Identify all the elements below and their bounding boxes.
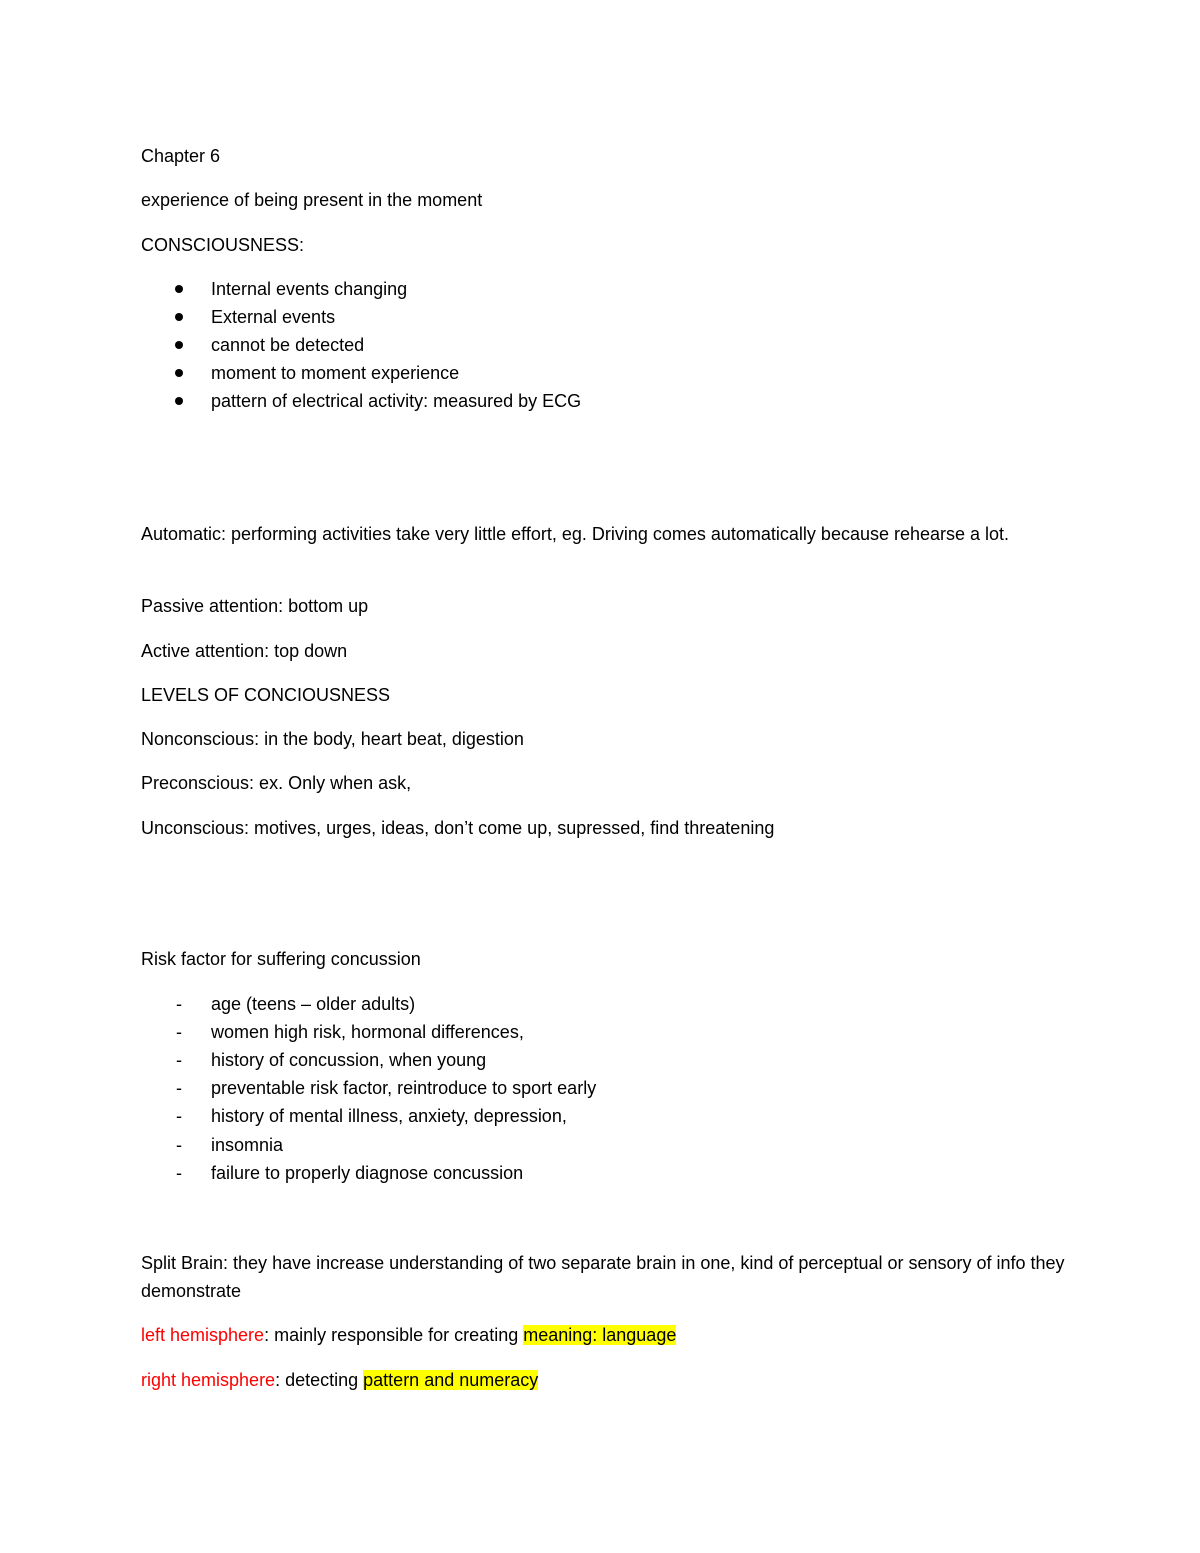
- right-hemisphere-label: right hemisphere: [141, 1370, 276, 1390]
- list-item: [0, 387, 1200, 415]
- right-hemisphere-highlight: pattern and numeracy: [363, 1370, 539, 1390]
- list-item-text: pattern of electrical activity: measured by ECG: [211, 391, 582, 411]
- preconscious-line: Preconscious: ex. Only when ask,: [141, 773, 412, 793]
- bullet-icon: [175, 397, 183, 405]
- dash-marker: -: [176, 1163, 182, 1183]
- dash-marker: -: [176, 1022, 182, 1042]
- list-item-text: cannot be detected: [211, 335, 365, 355]
- list-item-text: failure to properly diagnose concussion: [211, 1163, 524, 1183]
- nonconscious-line: Nonconscious: in the body, heart beat, digestion: [141, 729, 524, 749]
- list-item: [0, 1102, 1200, 1130]
- list-item: [0, 331, 1200, 359]
- passive-attention-line: Passive attention: bottom up: [141, 596, 369, 616]
- list-item: [0, 1046, 1200, 1074]
- list-item-text: External events: [211, 307, 336, 327]
- right-hemisphere-colon: :: [275, 1370, 281, 1390]
- left-hemisphere-colon: :: [264, 1325, 270, 1345]
- list-item-text: moment to moment experience: [211, 363, 460, 383]
- split-brain-paragraph: Split Brain: they have increase understanding of two separate brain in one, kind of perceptual or sensory of info they demonstrate: [141, 1253, 1065, 1301]
- dash-marker: -: [176, 1078, 182, 1098]
- list-item: [0, 1159, 1200, 1187]
- list-item-text: history of concussion, when young: [211, 1050, 487, 1070]
- automatic-paragraph: Automatic: performing activities take very little effort, eg. Driving comes automatically because rehearse a lot.: [141, 524, 1010, 544]
- dash-marker: -: [176, 1050, 182, 1070]
- active-attention-line: Active attention: top down: [141, 641, 348, 661]
- dash-marker: -: [176, 1106, 182, 1126]
- left-hemisphere-highlight: meaning: language: [523, 1325, 677, 1345]
- bullet-icon: [175, 313, 183, 321]
- bullet-icon: [175, 369, 183, 377]
- list-item-text: age (teens – older adults): [211, 994, 416, 1014]
- list-item: [0, 990, 1200, 1018]
- list-item: [0, 359, 1200, 387]
- list-item-text: Internal events changing: [211, 279, 408, 299]
- dash-marker: -: [176, 1135, 182, 1155]
- list-item: [0, 1131, 1200, 1159]
- list-item: [0, 1018, 1200, 1046]
- left-hemisphere-label: left hemisphere: [141, 1325, 265, 1345]
- left-hemisphere-line: [141, 1321, 676, 1349]
- consciousness-title: CONSCIOUSNESS:: [141, 235, 305, 255]
- right-hemisphere-line: [141, 1366, 538, 1394]
- intro-line: experience of being present in the moment: [141, 190, 483, 210]
- list-item-text: women high risk, hormonal differences,: [211, 1022, 524, 1042]
- list-item: [0, 1074, 1200, 1102]
- list-item: [0, 275, 1200, 303]
- concussion-title: Risk factor for suffering concussion: [141, 949, 421, 969]
- bullet-icon: [175, 341, 183, 349]
- right-hemisphere-text: detecting: [280, 1370, 364, 1390]
- list-item-text: insomnia: [211, 1135, 284, 1155]
- left-hemisphere-text: mainly responsible for creating: [269, 1325, 524, 1345]
- list-item-text: preventable risk factor, reintroduce to sport early: [211, 1078, 597, 1098]
- bullet-icon: [175, 285, 183, 293]
- list-item-text: history of mental illness, anxiety, depression,: [211, 1106, 567, 1126]
- levels-title: LEVELS OF CONCIOUSNESS: [141, 685, 391, 705]
- unconscious-line: Unconscious: motives, urges, ideas, don’t come up, supressed, find threatening: [141, 818, 775, 838]
- list-item: [0, 303, 1200, 331]
- chapter-heading: Chapter 6: [141, 146, 221, 166]
- dash-marker: -: [176, 994, 182, 1014]
